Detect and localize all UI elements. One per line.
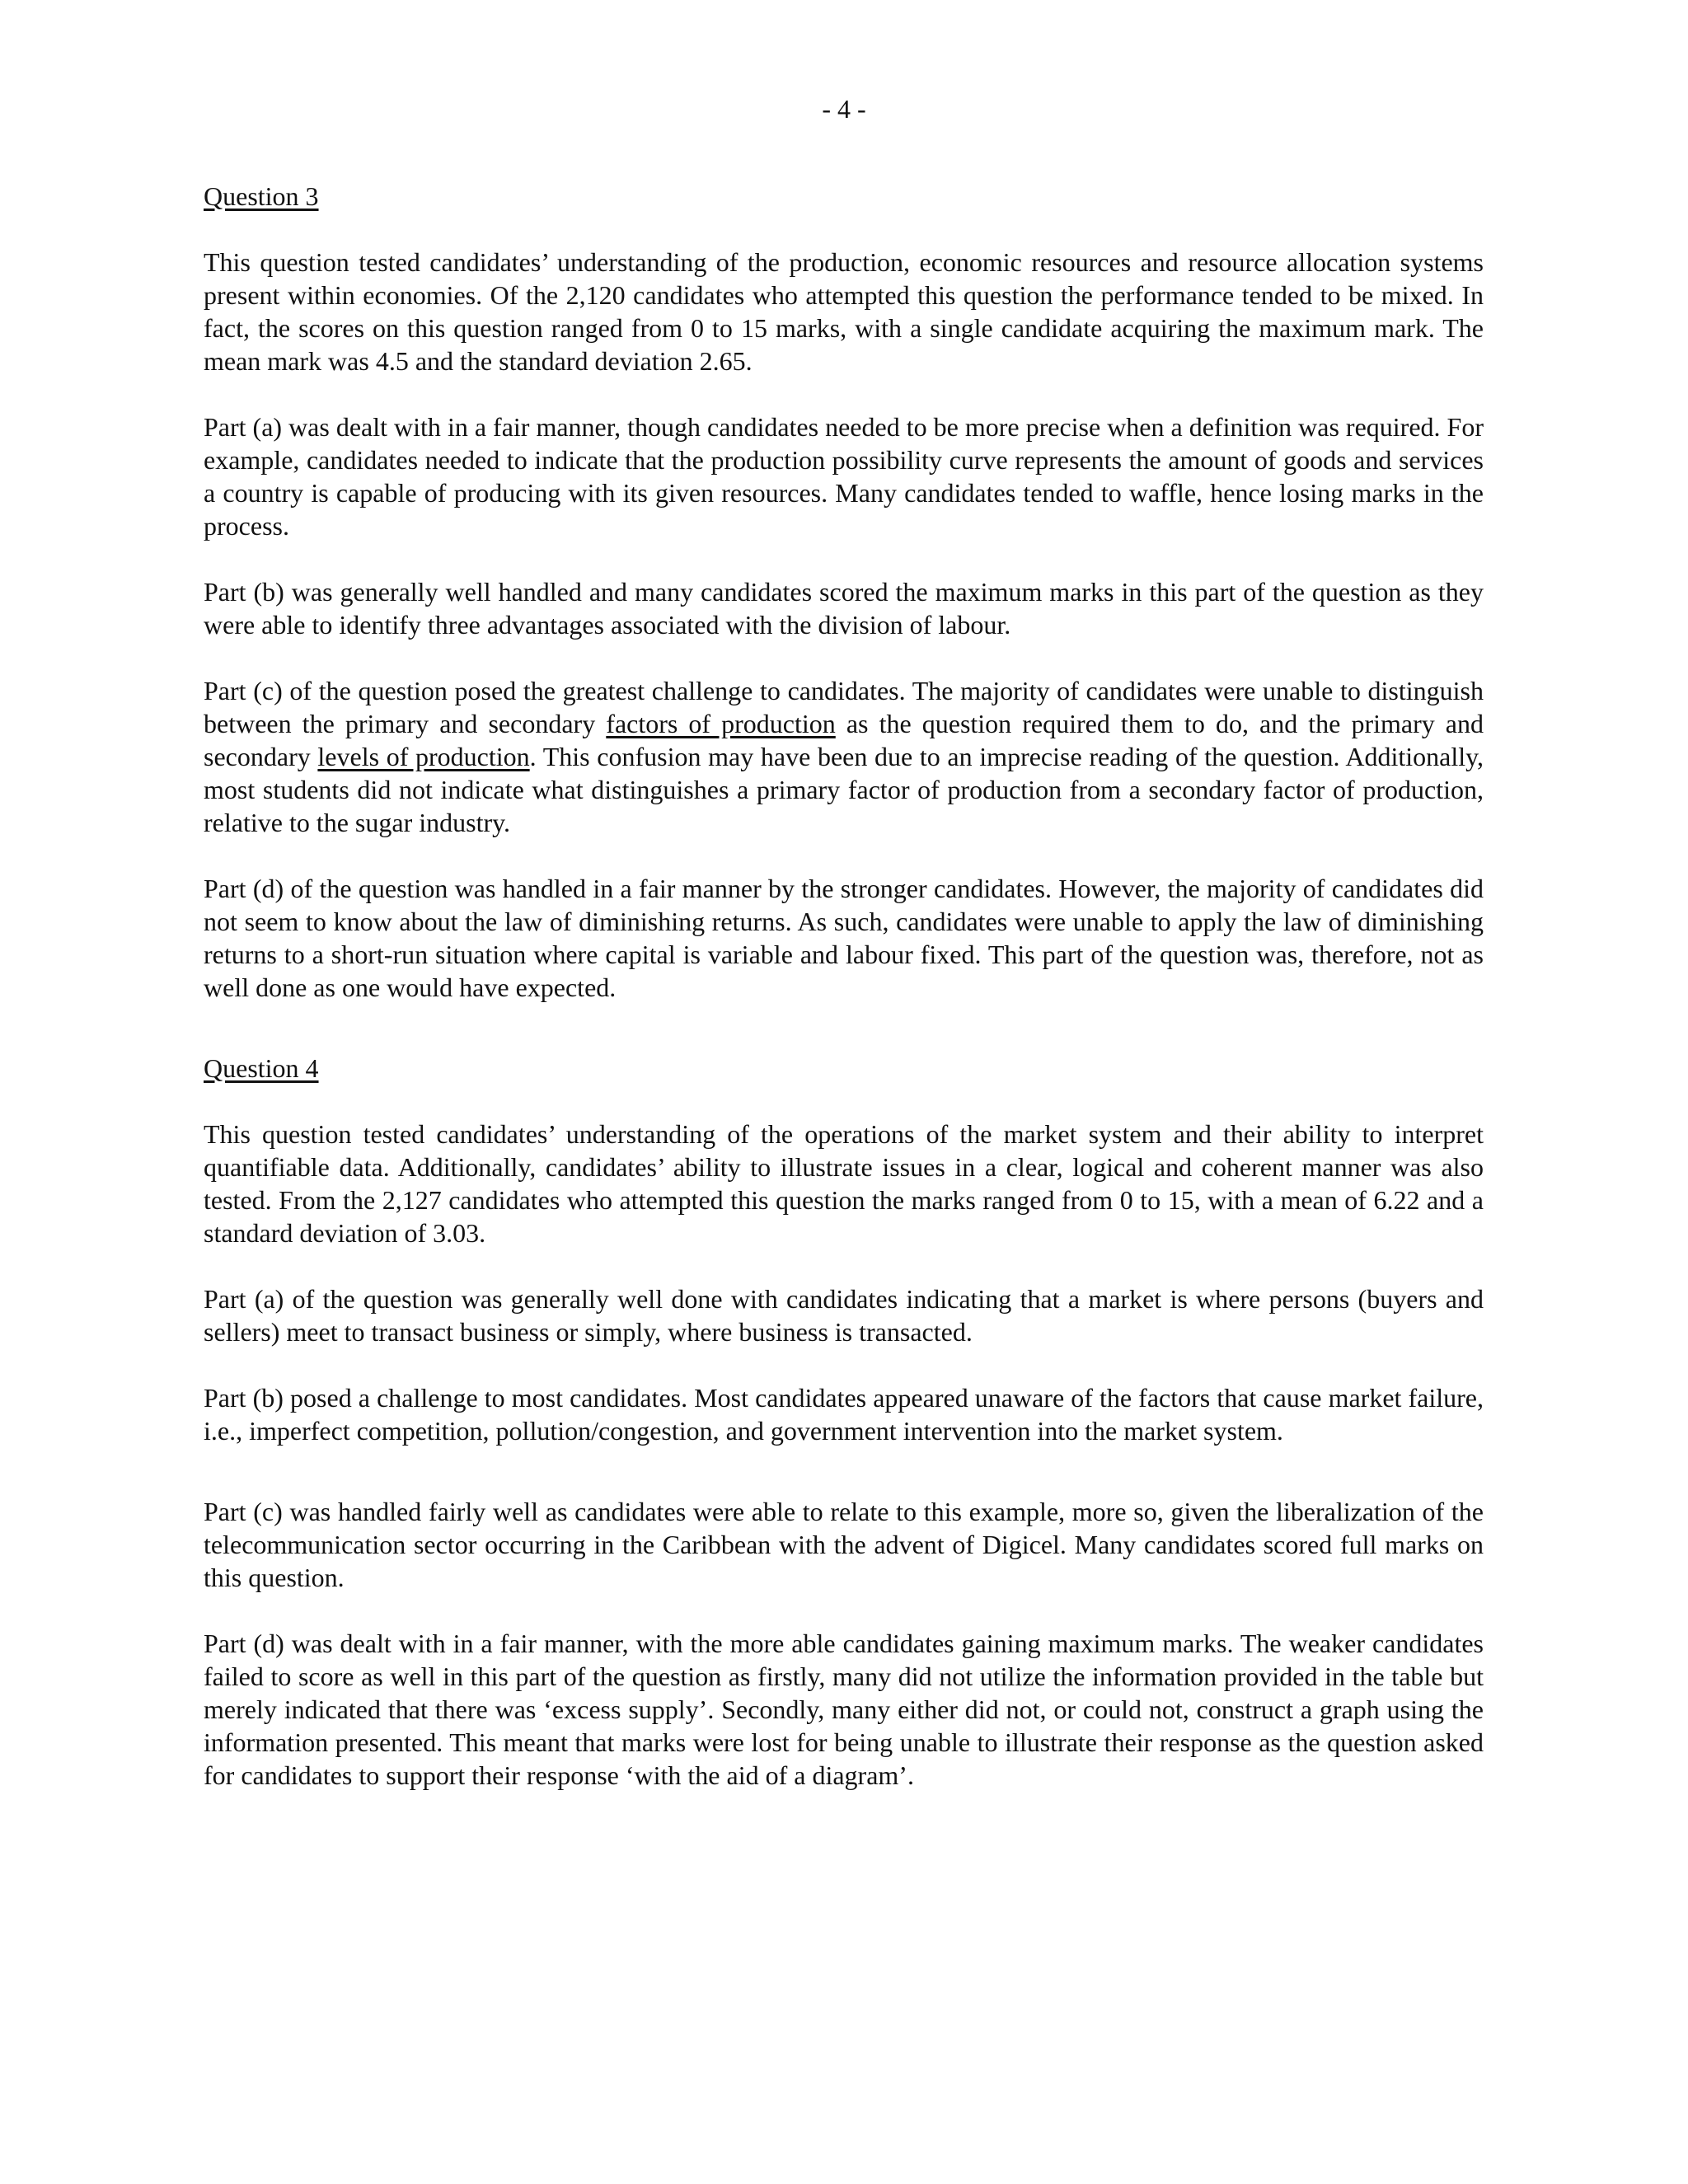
question-4-overview-paragraph: This question tested candidates’ understanding of the operations of the market system and their ability to interpret quantifiable data. Additionally, candidates’ ability to illustrate issues in a clear, logical and coherent manner was also tested. From the 2,127 candidates who attempted this question the marks ranged from 0 to 15, with a mean of 6.22 and a standard deviation of 3.03. [204,1119,1484,1248]
paragraph-spacer [204,1480,1484,1495]
report-body [204,180,1484,1825]
section-spacer [204,1037,1484,1052]
question-3-part-a-paragraph: Part (a) was dealt with in a fair manner, though candidates needed to be more precise when a definition was required. For example, candidates needed to indicate that the production possibility curve represents the amount of goods and services a country is capable of producing with its given resources. Many candidates tended to waffle, hence losing marks in the process. [204,412,1484,541]
factors-of-production-underlined: factors of production [606,709,836,738]
page-number: - 4 - [822,94,866,124]
question-3-heading: Question 3 [204,181,319,211]
question-4-part-a-paragraph: Part (a) of the question was generally well done with candidates indicating that a market is where persons (buyers and sellers) meet to transact business or simply, where business is transacted. [204,1284,1484,1347]
question-3-part-d-paragraph: Part (d) of the question was handled in a fair manner by the stronger candidates. However, the majority of candidates did not seem to know about the law of diminishing returns. As such, candidates were unable to apply the law of diminishing returns to a short-run situation where capital is variable and labour fixed. This part of the question was, therefore, not as well done as one would have expected. [204,874,1484,1002]
question-3-part-b-paragraph: Part (b) was generally well handled and many candidates scored the maximum marks in this part of the question as they were able to identify three advantages associated with the division of labour. [204,577,1484,640]
question-3-section [204,180,1484,1004]
question-4-section [204,1052,1484,1792]
levels-of-production-underlined: levels of production [317,742,530,771]
question-4-part-c-paragraph: Part (c) was handled fairly well as candidates were able to relate to this example, more so, given the liberalization of the telecommunication sector occurring in the Caribbean with the advent of Digicel. Many candidates scored full marks on this question. [204,1497,1484,1592]
question-4-part-b-paragraph: Part (b) posed a challenge to most candidates. Most candidates appeared unaware of the factors that cause market failure, i.e., imperfect competition, pollution/congestion, and government intervention into the market system. [204,1383,1484,1446]
question-4-heading: Question 4 [204,1053,319,1083]
question-3-overview-paragraph: This question tested candidates’ understanding of the production, economic resources and resource allocation systems present within economies. Of the 2,120 candidates who attempted this question the performance tended to be mixed. In fact, the scores on this question ranged from 0 to 15 marks, with a single candidate acquiring the maximum mark. The mean mark was 4.5 and the standard deviation 2.65. [204,247,1484,376]
part-c-text-3: . This confusion may have been due to an imprecise reading of the question. Additionally, most students did not indicate what distinguishes a primary factor of production from a secondary factor of production, relative to the sugar industry. [204,742,1484,837]
part-c-text-2: as the question required them to do, and the primary and secondary [204,709,1484,771]
part-c-text-1: Part (c) of the question posed the greatest challenge to candidates. The majority of candidates were unable to distinguish between the primary and secondary [204,676,1484,738]
question-4-part-d-paragraph: Part (d) was dealt with in a fair manner, with the more able candidates gaining maximum marks. The weaker candidates failed to score as well in this part of the question as firstly, many did not utilize the information provided in the table but merely indicated that there was ‘excess supply’. Secondly, many either did not, or could not, construct a graph using the information presented. This meant that marks were lost for being unable to illustrate their response as the question asked for candidates to support their response ‘with the aid of a diagram’. [204,1629,1484,1790]
question-3-part-c-paragraph [204,674,1484,839]
